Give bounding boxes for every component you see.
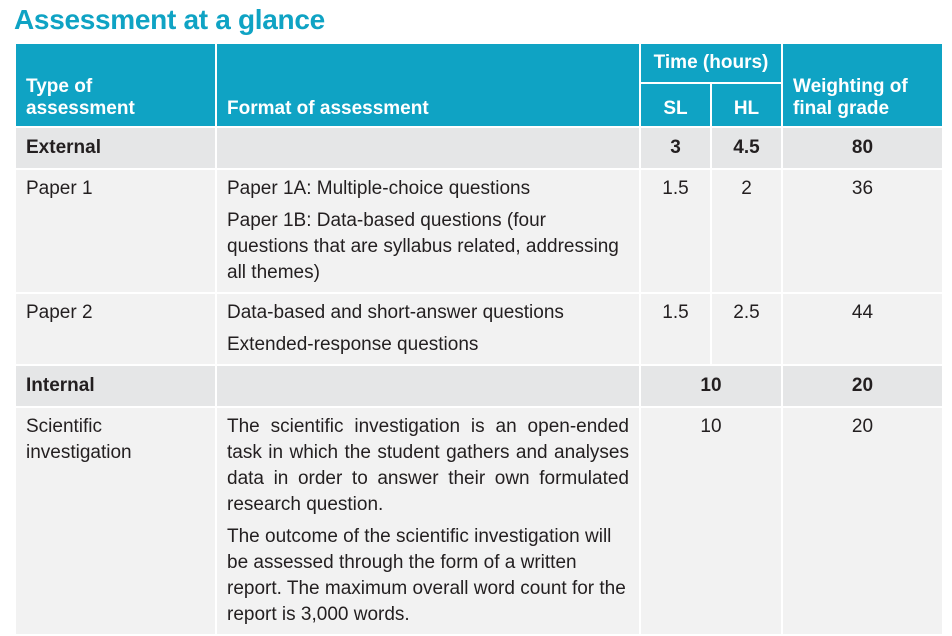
external-sl: 3 [640,127,711,169]
external-weight: 80 [782,127,943,169]
paper2-type: Paper 2 [15,293,216,365]
paper1-format [216,169,640,293]
header-sl: SL [640,83,711,127]
paper2-hl: 2.5 [711,293,782,365]
header-time: Time (hours) [640,43,782,83]
scientific-type: Scientific investigation [15,407,216,635]
scientific-weight: 20 [782,407,943,635]
paper1-sl: 1.5 [640,169,711,293]
external-hl: 4.5 [711,127,782,169]
paper2-format [216,293,640,365]
table-row-scientific [15,407,943,635]
table-row-paper1 [15,169,943,293]
page-title: Assessment at a glance [14,4,325,35]
paper1-format-1b: Paper 1B: Data-based questions (four questions that are syllabus related, addressing all themes) [227,210,619,283]
header-type: Type of assessment [15,43,216,127]
paper1-hl: 2 [711,169,782,293]
header-hl: HL [711,83,782,127]
paper2-sl: 1.5 [640,293,711,365]
paper1-weight: 36 [782,169,943,293]
table-row-paper2 [15,293,943,365]
assessment-table [14,42,944,636]
paper2-format-1: Data-based and short-answer questions [227,302,564,323]
scientific-time: 10 [640,407,782,635]
external-format [216,127,640,169]
internal-weight: 20 [782,365,943,407]
header-weighting: Weighting of final grade [782,43,943,127]
internal-format [216,365,640,407]
paper2-weight: 44 [782,293,943,365]
internal-label: Internal [15,365,216,407]
paper1-format-1a: Paper 1A: Multiple-choice questions [227,178,531,199]
external-label: External [15,127,216,169]
scientific-format-1: The scientific investigation is an open-ended task in which the student gathers and analyses data in order to answer their own formulated research question. [227,416,629,515]
paper1-type: Paper 1 [15,169,216,293]
internal-time: 10 [640,365,782,407]
table-row-internal [15,365,943,407]
header-format: Format of assessment [216,43,640,127]
scientific-format [216,407,640,635]
paper2-format-2: Extended-response questions [227,334,479,355]
table-row-external [15,127,943,169]
scientific-format-2: The outcome of the scientific investigation will be assessed through the form of a written report. The maximum overall word count for the report is 3,000 words. [227,526,626,625]
